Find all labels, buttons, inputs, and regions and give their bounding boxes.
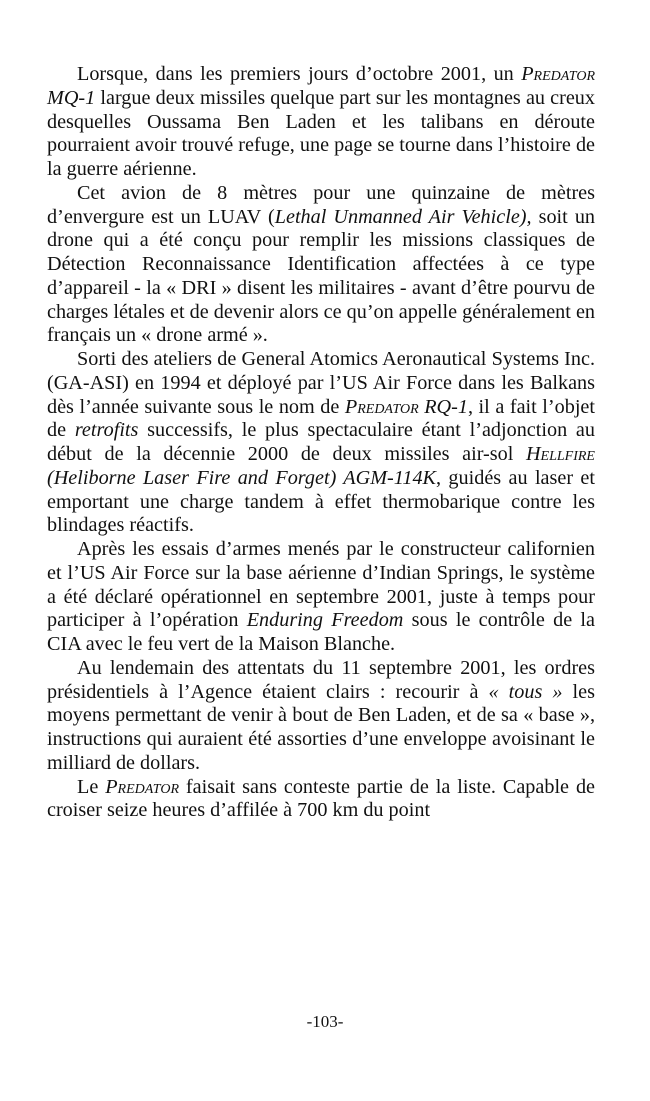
operation-name: Enduring Freedom	[246, 609, 404, 632]
aircraft-model: MQ-1	[47, 86, 96, 109]
page-body	[47, 63, 595, 823]
text-segment: soit un drone qui a été conçu pour remplir les missions classiques de Détection Reconnaissance Identification affectées à ce type d’appareil - la « DRI » disent les militaires - avant d’être pourvu de charges létales et de devenir alors ce qu’on appelle généralement en français un « drone armé ».	[47, 205, 596, 347]
text-segment: faisait sans conteste partie de la liste. Capable de croiser seize heures d’affilée à 700 km du point	[47, 775, 595, 822]
paragraph-4	[47, 538, 595, 657]
text-segment: , guidés au laser et emportant une charge tandem à effet thermobarique contre les blindages réactifs.	[47, 466, 595, 537]
text-segment: sous le contrôle de la CIA avec le feu vert de la Maison Blanche.	[47, 609, 595, 655]
text-segment: Après les essais d’armes menés par le constructeur californien et l’US Air Force sur la base aérienne d’Indian Springs, le système a été déclaré opérationnel en septembre 2001, juste à temps pour participer à l’opération	[47, 538, 595, 632]
missile-model: (Heliborne Laser Fire and Forget) AGM-114K	[47, 466, 436, 489]
aircraft-name: Predator	[105, 775, 179, 798]
paragraph-1	[47, 63, 595, 182]
text-segment: les moyens permettant de venir à bout de Ben Laden, et de sa « base », instructions qui auraient été assorties d’une enveloppe avoisinant le milliard de dollars.	[47, 680, 595, 774]
page-number: -103-	[306, 1012, 344, 1031]
text-segment: Le	[77, 775, 106, 798]
paragraph-5	[47, 657, 595, 776]
paragraph-3	[47, 348, 595, 538]
aircraft-model: RQ-1	[418, 395, 468, 418]
text-segment: successifs, le plus spectaculaire étant l’adjonction au début de la décennie 2000 de deux missiles air-sol	[47, 419, 595, 465]
text-segment: largue deux missiles quelque part sur les montagnes au creux desquelles Oussama Ben Laden et les talibans en déroute pourraient avoir trouvé refuge, une page se tourne dans l’histoire de la guerre aérienne.	[47, 86, 595, 180]
italic-term: retrofits	[74, 419, 139, 442]
quoted-emphasis: « tous »	[488, 680, 563, 703]
text-segment: Lorsque, dans les premiers jours d’octobre 2001, un	[77, 63, 522, 85]
text-segment: , il a fait l’objet de	[47, 395, 595, 442]
aircraft-name: Predator	[521, 63, 595, 85]
text-segment: Au lendemain des attentats du 11 septembre 2001, les ordres présidentiels à l’Agence étaient clairs : recourir à	[47, 656, 595, 703]
paragraph-2	[47, 182, 595, 348]
text-segment: Sorti des ateliers de General Atomics Aeronautical Systems Inc. (GA-ASI) en 1994 et déployé par l’US Air Force dans les Balkans dès l’année suivante sous le nom de	[47, 348, 595, 418]
paragraph-6	[47, 776, 595, 824]
missile-name: Hellfire	[525, 443, 595, 465]
acronym-expansion: Lethal Unmanned Air Vehicle),	[274, 205, 532, 228]
aircraft-name: Predator	[344, 395, 419, 418]
text-segment: Cet avion de 8 mètres pour une quinzaine de mètres d’envergure est un LUAV (	[47, 181, 595, 228]
